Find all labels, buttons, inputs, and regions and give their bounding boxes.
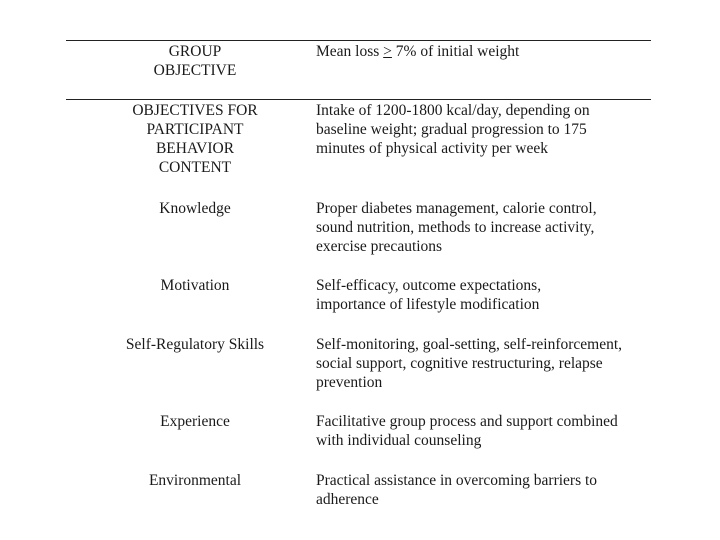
row-text-line: importance of lifestyle modification (316, 296, 540, 313)
row-text-motivation (316, 276, 661, 314)
header-right-suffix: 7% of initial weight (391, 43, 520, 60)
row-text-objectives (316, 101, 661, 158)
row-label-line: Environmental (148, 472, 242, 489)
header-left-line: GROUP (168, 43, 222, 60)
row-text-line: adherence (316, 491, 379, 508)
row-text-line: Intake of 1200-1800 kcal/day, depending on (316, 102, 590, 119)
row-text-line: sound nutrition, methods to increase activity, (316, 219, 595, 236)
header-left-cell (110, 42, 280, 80)
row-label-line: Self-Regulatory Skills (125, 336, 265, 353)
header-left-line: OBJECTIVE (153, 62, 237, 79)
row-label-line: Knowledge (159, 200, 231, 217)
row-label-line: CONTENT (158, 159, 232, 176)
row-label-experience (110, 412, 280, 431)
row-text-line: Practical assistance in overcoming barriers to (316, 472, 598, 489)
row-label-line: BEHAVIOR (155, 140, 235, 157)
row-label-line: PARTICIPANT (146, 121, 244, 138)
row-text-line: social support, cognitive restructuring, relapse (316, 355, 603, 372)
row-text-line: Self-efficacy, outcome expectations, (316, 277, 542, 294)
row-text-line: with individual counseling (316, 432, 482, 449)
row-text-line: exercise precautions (316, 238, 443, 255)
row-text-environmental (316, 471, 661, 509)
row-text-line: minutes of physical activity per week (316, 140, 549, 157)
row-text-self-regulatory-skills (316, 335, 661, 392)
row-text-line: Facilitative group process and support combined (316, 413, 618, 430)
header-right-cell (316, 42, 661, 61)
header-rule (66, 99, 651, 100)
row-label-self-regulatory-skills (110, 335, 280, 354)
greater-or-equal-symbol: > (383, 43, 392, 60)
row-label-motivation (110, 276, 280, 295)
top-rule (66, 40, 651, 41)
row-label-line: Motivation (160, 277, 230, 294)
row-text-line: baseline weight; gradual progression to 175 (316, 121, 587, 138)
row-label-line: OBJECTIVES FOR (132, 102, 258, 119)
row-label-objectives (110, 101, 280, 177)
row-label-knowledge (110, 199, 280, 218)
row-label-environmental (110, 471, 280, 490)
row-text-experience (316, 412, 661, 450)
row-text-knowledge (316, 199, 661, 256)
header-right-prefix: Mean loss (316, 43, 384, 60)
row-label-line: Experience (160, 413, 230, 430)
row-text-line: prevention (316, 374, 383, 391)
row-text-line: Self-monitoring, goal-setting, self-reinforcement, (316, 336, 623, 353)
row-text-line: Proper diabetes management, calorie control, (316, 200, 597, 217)
